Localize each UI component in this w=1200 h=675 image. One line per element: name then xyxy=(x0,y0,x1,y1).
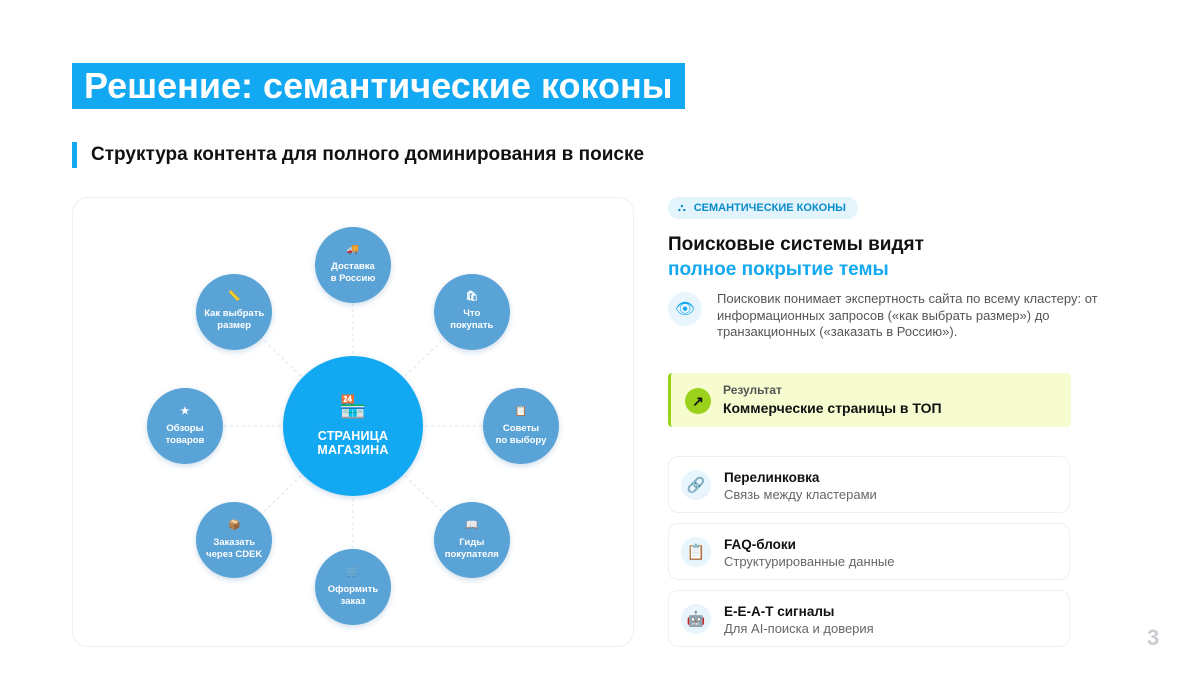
slide-subtitle: Структура контента для полного доминирования в поиске xyxy=(72,142,644,168)
node-label: Доставка в Россию xyxy=(330,261,376,285)
trend-up-icon: ↗ xyxy=(685,388,711,414)
node-label: Как выбрать размер xyxy=(204,308,265,332)
section-tag-label: СЕМАНТИЧЕСКИЕ КОКОНЫ xyxy=(693,202,846,214)
description-text: Поисковик понимает экспертность сайта по всему кластеру: от информационных запросов («как выбрать размер») до транзакционных («заказать в Россию»). xyxy=(717,291,1098,339)
heading-accent: полное покрытие темы xyxy=(668,259,889,280)
feature-card-eeat xyxy=(668,590,1070,647)
node-label: Обзоры товаров xyxy=(165,422,205,446)
clipboard-icon: 📋 xyxy=(514,405,528,417)
cocoon-diagram-panel xyxy=(72,197,634,647)
result-value: Коммерческие страницы в ТОП xyxy=(723,400,942,416)
result-label: Результат xyxy=(723,383,782,397)
feature-title: E-E-A-T сигналы xyxy=(724,604,835,619)
section-tag xyxy=(668,197,858,219)
feature-card-linking xyxy=(668,456,1070,513)
store-icon: 🏪 xyxy=(339,394,367,419)
robot-icon: 🤖 xyxy=(681,604,711,634)
node-guides xyxy=(434,502,510,578)
heading-line: Поисковые системы видят xyxy=(668,234,924,255)
node-label: Советы по выбору xyxy=(495,422,547,446)
star-icon: ★ xyxy=(180,405,190,417)
node-checkout xyxy=(315,549,391,625)
book-icon: 📖 xyxy=(465,519,478,531)
node-label: Гиды покупателя xyxy=(444,536,499,560)
cart-icon: 🛒 xyxy=(346,566,360,578)
center-node-store-page xyxy=(283,356,423,496)
clipboard-check-icon: 📋 xyxy=(681,537,711,567)
bag-icon: 🛍 xyxy=(465,291,479,303)
node-label: Что покупать xyxy=(450,308,494,332)
node-label: Оформить заказ xyxy=(327,583,379,607)
box-icon: 📦 xyxy=(227,519,241,531)
feature-subtitle: Структурированные данные xyxy=(724,554,895,569)
truck-icon: 🚚 xyxy=(346,244,360,256)
node-label: Заказать через CDEK xyxy=(206,536,263,560)
link-icon: 🔗 xyxy=(681,470,711,500)
ruler-icon: 📏 xyxy=(227,291,241,303)
node-reviews xyxy=(147,388,223,464)
feature-subtitle: Связь между кластерами xyxy=(724,487,877,502)
feature-subtitle: Для AI-поиска и доверия xyxy=(724,621,874,636)
feature-card-faq xyxy=(668,523,1070,580)
feature-title: FAQ-блоки xyxy=(724,537,796,552)
center-node-label: СТРАНИЦА МАГАЗИНА xyxy=(317,429,389,457)
node-cdek xyxy=(196,502,272,578)
page-number: 3 xyxy=(1147,625,1160,650)
node-tips xyxy=(483,388,559,464)
sitemap-icon: ⛬ xyxy=(678,202,686,214)
slide-title: Решение: семантические коконы xyxy=(72,63,685,109)
feature-title: Перелинковка xyxy=(724,470,820,485)
node-what-to-buy xyxy=(434,274,510,350)
section-heading xyxy=(668,232,924,282)
node-delivery xyxy=(315,227,391,303)
node-size xyxy=(196,274,272,350)
result-callout xyxy=(668,373,1071,427)
eye-icon: 👁 xyxy=(668,292,702,326)
